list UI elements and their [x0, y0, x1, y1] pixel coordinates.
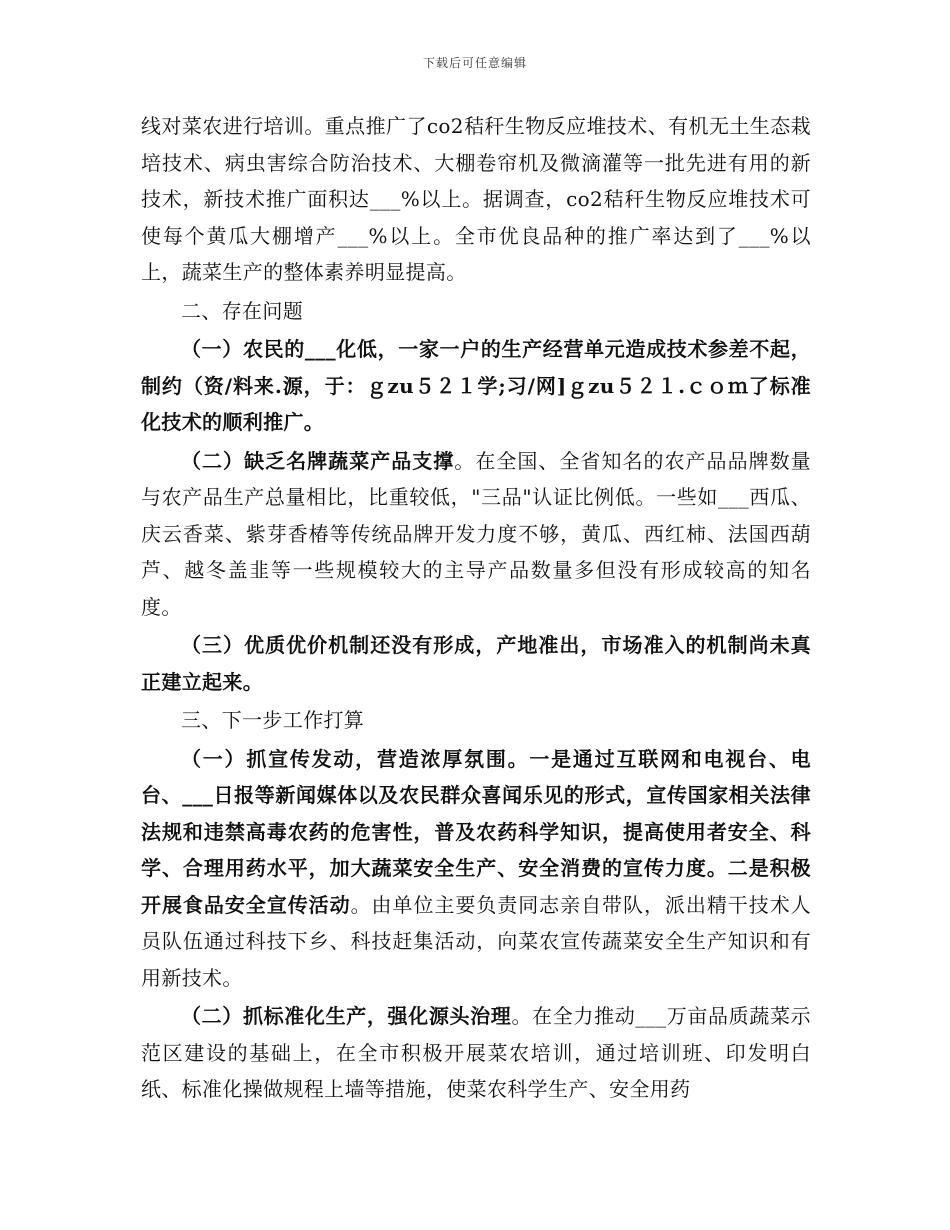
- problem-2-body: 。在全国、全省知名的农产品品牌数量与农产品生产总量相比，比重较低，"三品"认证比例低。一些如___西瓜、庆云香菜、紫芽香椿等传统品牌开发力度不够，黄瓜、西红柿、法国西葫芦、越冬盖韭等一些规模较大的主导产品数量多但没有形成较高的知名度。: [141, 448, 811, 619]
- paragraph-next-step-2: [141, 998, 811, 1108]
- page-header-note: 下载后可任意编辑: [422, 56, 527, 70]
- section-heading-next-steps: 三、下一步工作打算: [181, 708, 365, 732]
- problem-2-heading: （二）缺乏名牌蔬菜产品支撑: [181, 448, 455, 473]
- paragraph-problem-2: [141, 443, 811, 626]
- next-step-1-body: 。由单位主要负责同志亲自带队，派出精干技术人员队伍通过科技下乡、科技赶集活动，向菜农宣传蔬菜安全生产知识和有用新技术。: [141, 892, 812, 990]
- paragraph-problem-1: （一）农民的___化低，一家一户的生产经营单元造成技术参差不起，制约（资/料来.源，于：ｇzu５２１学;习/网]ｇzu５２１.ｃｏｍ了标准化技术的顺利推广。: [141, 337, 811, 434]
- document-body: [141, 108, 811, 1108]
- next-step-2-heading: （二）抓标准化生产，强化源头治理: [181, 1004, 512, 1028]
- next-step-1-bold: （一）抓宣传发动，营造浓厚氛围。一是通过互联网和电视台、电台、___日报等新闻媒体以及农民群众喜闻乐见的形式，宣传国家相关法律法规和违禁高毒农药的危害性，普及农药科学知识，提高使用者安全、科学、合理用药水平，加大蔬菜安全生产、安全消费的宣传力度。二是积极开展食品安全宣传活动: [141, 746, 811, 917]
- paragraph-next-step-1: [141, 741, 811, 997]
- next-step-2-body: 。在全力推动___万亩品质蔬菜示范区建设的基础上，在全市积极开展菜农培训，通过培训班、印发明白纸、标准化操做规程上墙等措施，使菜农科学生产、安全用药: [141, 1004, 811, 1101]
- paragraph-problem-3: （三）优质优价机制还没有形成，产地准出，市场准入的机制尚未真正建立起来。: [141, 633, 811, 694]
- paragraph-training-tech: 线对菜农进行培训。重点推广了co2秸秆生物反应堆技术、有机无土生态栽培技术、病虫害综合防治技术、大棚卷帘机及微滴灌等一批先进有用的新技术，新技术推广面积达___%以上。据调查，co2秸秆生物反应堆技术可使每个黄瓜大棚增产___%以上。全市优良品种的推广率达到了___%以上，蔬菜生产的整体素养明显提高。: [141, 114, 811, 284]
- section-heading-problems: 二、存在问题: [181, 298, 304, 323]
